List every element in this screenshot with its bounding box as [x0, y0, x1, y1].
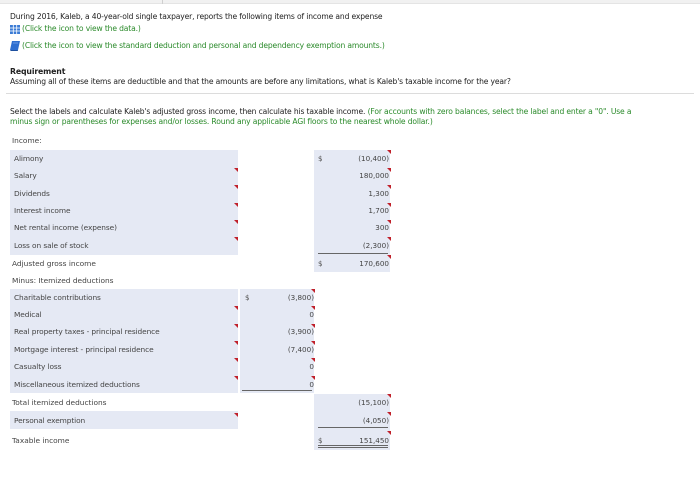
deduction-label-select[interactable]: Medical [14, 310, 42, 319]
error-marker-icon [387, 237, 391, 241]
error-marker-icon [387, 412, 391, 416]
book-icon[interactable] [10, 41, 20, 51]
error-marker-icon [387, 394, 391, 398]
table-grid-icon[interactable] [10, 25, 20, 34]
error-marker-icon [387, 203, 391, 207]
income-value-input[interactable]: 300 [375, 223, 389, 232]
error-marker-icon [311, 289, 315, 293]
instructions-note-line2: minus sign or parentheses for expenses and/or losses. Round any applicable AGI floors to the nearest whole dollar.) [10, 117, 433, 126]
error-marker-icon [234, 306, 238, 310]
deduction-label-select[interactable]: Charitable contributions [14, 293, 101, 302]
deduction-value-input[interactable]: 0 [309, 380, 314, 389]
income-label-select[interactable]: Alimony [14, 154, 44, 163]
error-marker-icon [234, 358, 238, 362]
section-divider [6, 93, 694, 94]
income-label-select[interactable]: Salary [14, 171, 37, 180]
total-itemized-value-input[interactable]: (15,100) [358, 398, 389, 407]
deduction-label-select[interactable]: Mortgage interest - principal residence [14, 345, 154, 354]
instructions-note: (For accounts with zero balances, select the label and enter a "0". Use a [367, 107, 632, 116]
income-value-input[interactable]: 1,300 [368, 189, 389, 198]
deductions-heading: Minus: Itemized deductions [12, 276, 114, 285]
error-marker-icon [234, 341, 238, 345]
currency-symbol: $ [318, 259, 323, 268]
error-marker-icon [387, 150, 391, 154]
error-marker-icon [234, 203, 238, 207]
error-marker-icon [387, 185, 391, 189]
deduction-label-select[interactable]: Miscellaneous itemized deductions [14, 380, 140, 389]
agi-value-input[interactable]: 170,600 [359, 259, 389, 268]
income-value-input[interactable]: (2,300) [362, 241, 389, 250]
problem-intro: During 2016, Kaleb, a 40-year-old single taxpayer, reports the following items of income and expense [10, 12, 383, 21]
instructions-main: Select the labels and calculate Kaleb's adjusted gross income, then calculate his taxable income. [10, 107, 366, 116]
income-label-select[interactable]: Net rental income (expense) [14, 223, 117, 232]
toolbar-divider [162, 0, 163, 4]
deduction-labels-block [10, 289, 238, 393]
personal-exemption-label-select[interactable]: Personal exemption [14, 416, 86, 425]
error-marker-icon [234, 220, 238, 224]
deduction-values-block [240, 289, 314, 393]
requirement-heading: Requirement [10, 67, 66, 76]
personal-exemption-value-input[interactable]: (4,050) [362, 416, 389, 425]
error-marker-icon [234, 324, 238, 328]
currency-symbol: $ [245, 293, 250, 302]
deduction-value-input[interactable]: (3,800) [287, 293, 314, 302]
error-marker-icon [234, 237, 238, 241]
income-value-input[interactable]: (10,400) [358, 154, 389, 163]
error-marker-icon [234, 413, 238, 417]
income-labels-block [10, 150, 238, 255]
view-standard-deduction-link[interactable]: (Click the icon to view the standard deduction and personal and dependency exemption amounts.) [22, 41, 385, 50]
error-marker-icon [311, 324, 315, 328]
error-marker-icon [311, 306, 315, 310]
double-underline-top [318, 445, 388, 446]
error-marker-icon [387, 168, 391, 172]
top-toolbar-strip [0, 0, 700, 4]
deduction-label-select[interactable]: Real property taxes - principal residence [14, 327, 160, 336]
subtotal-underline [318, 253, 388, 254]
income-label-select[interactable]: Dividends [14, 189, 50, 198]
income-label-select[interactable]: Loss on sale of stock [14, 241, 89, 250]
instructions-line1 [10, 107, 631, 117]
income-heading: Income: [12, 136, 42, 145]
taxable-income-value-input[interactable]: 151,450 [359, 436, 389, 445]
requirement-text: Assuming all of these items are deductible and that the amounts are before any limitations, what is Kaleb's taxable income for the year? [10, 77, 511, 86]
deduction-value-input[interactable]: 0 [309, 362, 314, 371]
error-marker-icon [387, 431, 391, 435]
deduction-value-input[interactable]: (7,400) [287, 345, 314, 354]
error-marker-icon [311, 376, 315, 380]
error-marker-icon [234, 168, 238, 172]
currency-symbol: $ [318, 154, 323, 163]
double-underline-bottom [318, 447, 388, 448]
currency-symbol: $ [318, 436, 323, 445]
error-marker-icon [234, 185, 238, 189]
total-itemized-label: Total itemized deductions [12, 398, 107, 407]
taxable-income-label: Taxable income [12, 436, 70, 445]
deduction-value-input[interactable]: 0 [309, 310, 314, 319]
error-marker-icon [311, 358, 315, 362]
error-marker-icon [234, 376, 238, 380]
income-label-select[interactable]: Interest income [14, 206, 71, 215]
agi-label: Adjusted gross income [12, 259, 96, 268]
income-value-input[interactable]: 180,000 [359, 171, 389, 180]
deduction-label-select[interactable]: Casualty loss [14, 362, 62, 371]
income-value-input[interactable]: 1,700 [368, 206, 389, 215]
error-marker-icon [311, 341, 315, 345]
subtotal-underline [242, 390, 312, 391]
deduction-value-input[interactable]: (3,900) [287, 327, 314, 336]
error-marker-icon [387, 220, 391, 224]
error-marker-icon [387, 255, 391, 259]
view-data-link[interactable]: (Click the icon to view the data.) [22, 24, 141, 33]
subtotal-underline [318, 427, 388, 428]
